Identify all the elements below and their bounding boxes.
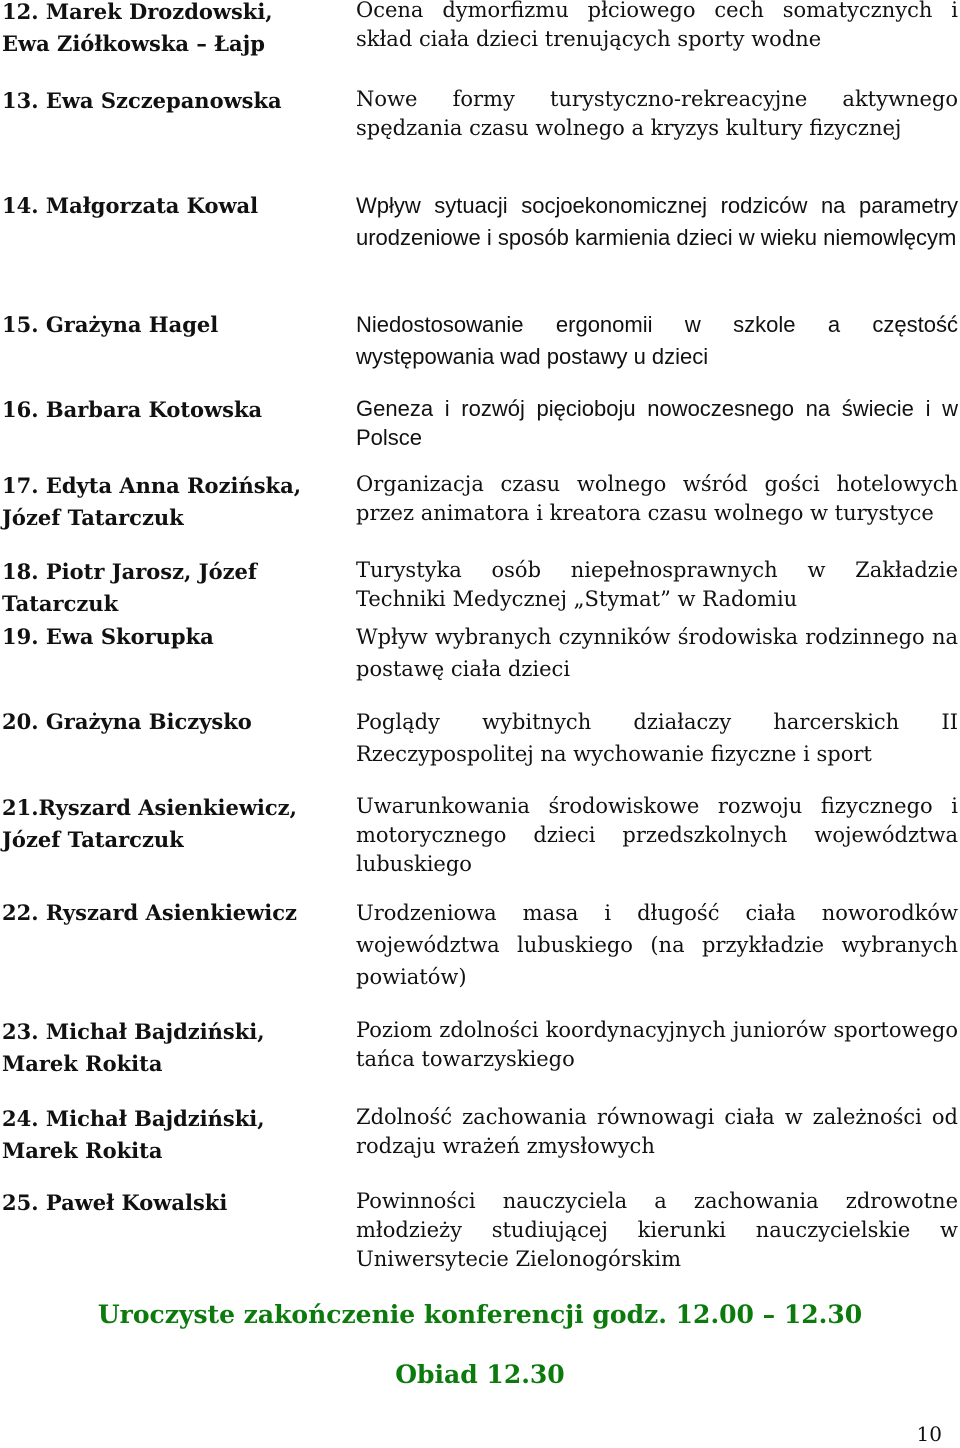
entry-authors: 22. Ryszard Asienkiewicz	[2, 900, 297, 925]
entry-authors: 12. Marek Drozdowski, Ewa Ziółkowska – Łajp	[2, 0, 273, 56]
closing-ceremony: Uroczyste zakończenie konferencji godz. 12.00 – 12.30	[97, 1300, 863, 1329]
page-number: 10	[916, 1422, 942, 1446]
entry-authors: 24. Michał Bajdziński, Marek Rokita	[2, 1106, 265, 1163]
entry-authors: 17. Edyta Anna Rozińska, Józef Tatarczuk	[2, 473, 302, 530]
entry-authors: 18. Piotr Jarosz, Józef Tatarczuk	[2, 559, 257, 616]
entry-title: Ocena dymorfizmu płciowego cech somatycznych i skład ciała dzieci trenujących sporty wodne	[356, 0, 958, 51]
entry-title: Wpływ wybranych czynników środowiska rodzinnego na postawę ciała dzieci	[356, 625, 958, 681]
entry-title: Geneza i rozwój pięcioboju nowoczesnego na świecie i w Polsce	[356, 396, 958, 450]
entry-title: Uwarunkowania środowiskowe rozwoju fizycznego i motorycznego dzieci przedszkolnych województwa lubuskiego	[356, 794, 958, 876]
lunch-time: Obiad 12.30	[395, 1360, 565, 1389]
entry-authors: 13. Ewa Szczepanowska	[2, 88, 282, 113]
entry-title: Zdolność zachowania równowagi ciała w zależności od rodzaju wrażeń zmysłowych	[356, 1105, 958, 1158]
entry-title: Niedostosowanie ergonomii w szkole a częstość występowania wad postawy u dzieci	[356, 312, 958, 369]
entry-title: Wpływ sytuacji socjoekonomicznej rodziców na parametry urodzeniowe i sposób karmienia dzieci w wieku niemowlęcym	[356, 193, 958, 250]
entry-authors: 14. Małgorzata Kowal	[2, 193, 259, 218]
entry-title: Nowe formy turystyczno-rekreacyjne aktywnego spędzania czasu wolnego a kryzys kultury fizycznej	[356, 87, 958, 140]
entry-authors: 21.Ryszard Asienkiewicz, Józef Tatarczuk	[2, 795, 297, 852]
entry-authors: 15. Grażyna Hagel	[2, 312, 219, 337]
entry-title: Powinności nauczyciela a zachowania zdrowotne młodzieży studiującej kierunki nauczycielskie w Uniwersytecie Zielonogórskim	[356, 1189, 958, 1271]
entry-authors: 23. Michał Bajdziński, Marek Rokita	[2, 1019, 265, 1076]
entry-title: Urodzeniowa masa i długość ciała noworodków województwa lubuskiego (na przykładzie wybranych powiatów)	[356, 901, 958, 989]
entry-authors: 25. Paweł Kowalski	[2, 1190, 228, 1215]
entry-title: Poziom zdolności koordynacyjnych juniorów sportowego tańca towarzyskiego	[356, 1018, 958, 1071]
entry-authors: 20. Grażyna Biczysko	[2, 709, 252, 734]
entry-title: Organizacja czasu wolnego wśród gości hotelowych przez animatora i kreatora czasu wolnego w turystyce	[356, 472, 958, 525]
entry-title: Turystyka osób niepełnosprawnych w Zakładzie Techniki Medycznej „Stymat” w Radomiu	[356, 558, 958, 611]
entry-title: Poglądy wybitnych działaczy harcerskich II Rzeczypospolitej na wychowanie fizyczne i sport	[356, 710, 958, 766]
entry-authors: 19. Ewa Skorupka	[2, 624, 214, 649]
entry-authors: 16. Barbara Kotowska	[2, 397, 263, 422]
